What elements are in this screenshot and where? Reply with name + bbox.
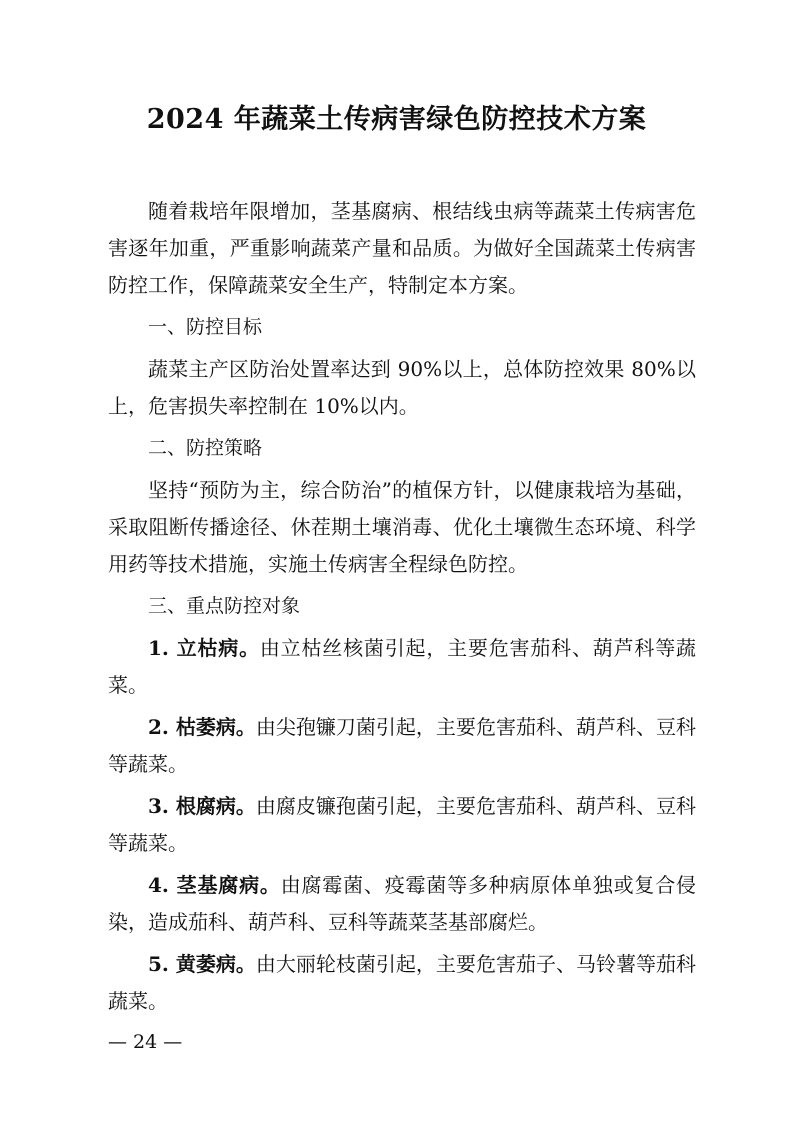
section-heading-strategy: 二、防控策略 bbox=[148, 437, 263, 459]
disease-item bbox=[108, 630, 696, 704]
disease-text: 由大丽轮枝菌引起，主要危害茄子、马铃薯等茄科蔬菜。 bbox=[108, 952, 697, 1013]
disease-text: 由立枯丝核菌引起，主要危害茄科、葫芦科等蔬菜。 bbox=[108, 636, 696, 697]
section-heading-goals: 一、防控目标 bbox=[148, 316, 263, 338]
disease-label: 2. 枯萎病。 bbox=[148, 715, 256, 739]
disease-text: 由腐霉菌、疫霉菌等多种病原体单独或复合侵染，造成茄科、葫芦科、豆科等蔬菜茎基部腐烂。 bbox=[108, 873, 697, 934]
disease-label: 1. 立枯病。 bbox=[148, 636, 260, 660]
section-text-goals: 蔬菜主产区防治处置率达到 90%以上，总体防控效果 80%以上，危害损失率控制在 10%以内。 bbox=[108, 357, 696, 418]
disease-text: 由尖孢镰刀菌引起，主要危害茄科、葫芦科、豆科等蔬菜。 bbox=[108, 715, 697, 776]
section-text-strategy: 坚持“预防为主，综合防治”的植保方针，以健康栽培为基础，采取阻断传播途径、休茬期土壤消毒、优化土壤微生态环境、科学用药等技术措施，实施土传病害全程绿色防控。 bbox=[108, 478, 696, 576]
page-title: 2024 年蔬菜土传病害绿色防控技术方案 bbox=[146, 104, 647, 135]
disease-item bbox=[108, 867, 696, 941]
disease-item bbox=[108, 788, 696, 862]
disease-label: 5. 黄萎病。 bbox=[148, 952, 256, 976]
disease-label: 4. 茎基腐病。 bbox=[148, 873, 281, 897]
intro-paragraph: 随着栽培年限增加，茎基腐病、根结线虫病等蔬菜土传病害危害逐年加重，严重影响蔬菜产量和品质。为做好全国蔬菜土传病害防控工作，保障蔬菜安全生产，特制定本方案。 bbox=[108, 199, 696, 297]
section-heading-targets: 三、重点防控对象 bbox=[148, 595, 301, 617]
disease-text: 由腐皮镰孢菌引起，主要危害茄科、葫芦科、豆科等蔬菜。 bbox=[108, 794, 697, 855]
disease-item bbox=[108, 946, 696, 1020]
disease-item bbox=[108, 709, 696, 783]
page-number: — 24 — bbox=[108, 1031, 183, 1053]
disease-label: 3. 根腐病。 bbox=[148, 794, 256, 818]
document-body bbox=[108, 193, 696, 1025]
